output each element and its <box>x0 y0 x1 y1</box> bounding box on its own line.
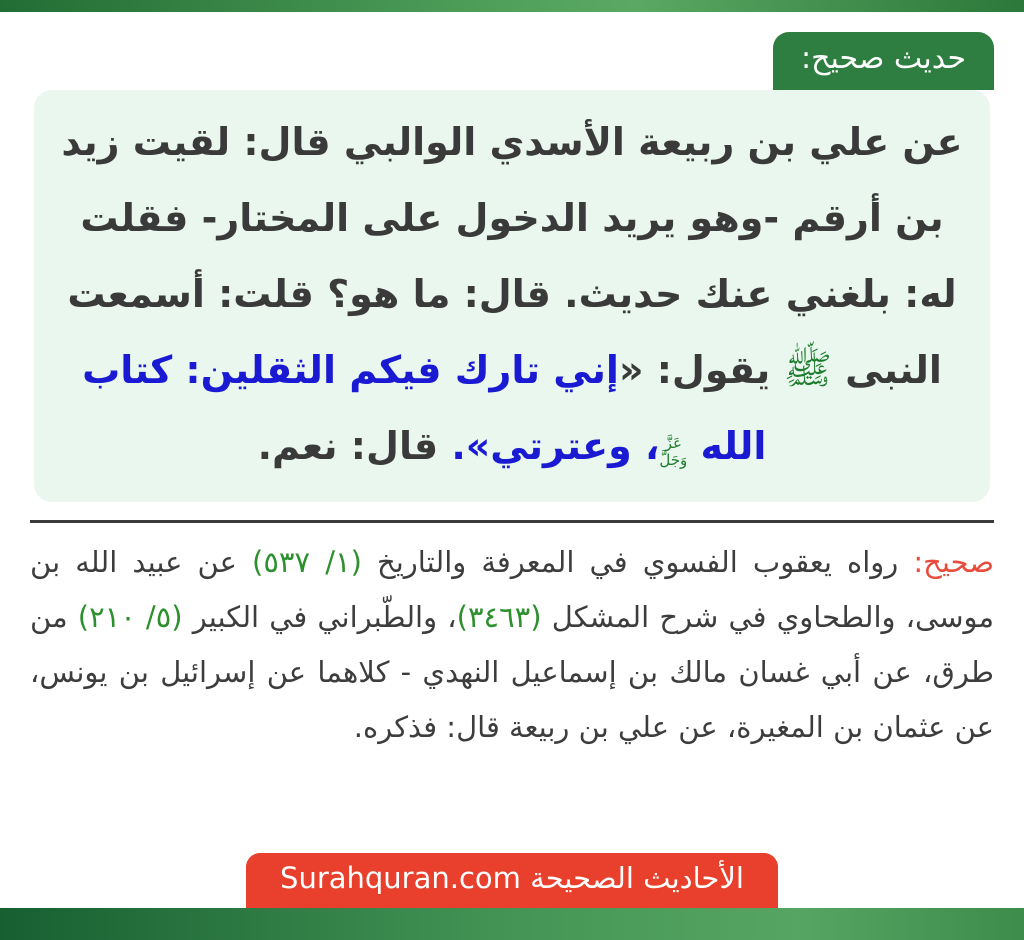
hadith-grade-badge <box>773 32 994 90</box>
azza-wajal-ligature-glyph: عَزَّ وَجَلَّ <box>659 434 688 469</box>
site-domain-label: Surahquran.com <box>280 861 521 895</box>
reference-2: (٣٤٦٣) <box>456 600 542 634</box>
hadith-segment-answer: قال: نعم. <box>257 424 452 468</box>
takhrij-text-1: رواه يعقوب الفسوي في المعرفة والتاريخ <box>361 545 914 579</box>
grade-label: صحيح: <box>913 545 994 579</box>
hadith-segment-quote-1: إني تارك فيكم الثقلين: كتاب الله <box>82 348 767 468</box>
takhrij-text-3: ، والطّبراني في الكبير <box>182 600 457 634</box>
site-title-label: الأحاديث الصحيحة <box>530 861 744 895</box>
badge-row <box>0 12 1024 90</box>
footer-row <box>0 853 1024 908</box>
hadith-segment-narration: عن علي بن ربيعة الأسدي الوالبي قال: لقيت زيد بن أرقم -وهو يريد الدخول على المختار- فقلت له: بلغني عنك حديث. قال: ما هو؟ قلت: أسمعت النبى <box>61 120 963 392</box>
spacer <box>0 755 1024 853</box>
footer-bar <box>0 908 1024 940</box>
takhrij-paragraph <box>30 535 994 755</box>
hadith-text-box <box>34 90 990 502</box>
reference-1: (١/ ٥٣٧) <box>252 545 362 579</box>
hadith-grade-label: حديث صحيح: <box>801 41 966 76</box>
takhrij-text-4: من طرق، عن أبي غسان مالك بن إسماعيل النهدي - كلاهما عن إسرائيل بن يونس، عن عثمان بن المغيرة، عن علي بن ربيعة قال: فذكره. <box>30 600 994 744</box>
hadith-segment-says: يقول: « <box>618 348 784 392</box>
hadith-segment-quote-2: ، وعترتي». <box>451 424 660 468</box>
takhrij-text-2: عن عبيد الله بن موسى، والطحاوي في شرح المشكل <box>30 545 995 634</box>
reference-3: (٥/ ٢١٠) <box>77 600 183 634</box>
site-badge <box>246 853 778 908</box>
divider-line <box>30 520 994 523</box>
header-bar <box>0 0 1024 12</box>
saw-ligature-glyph: ﷺ <box>783 347 832 393</box>
